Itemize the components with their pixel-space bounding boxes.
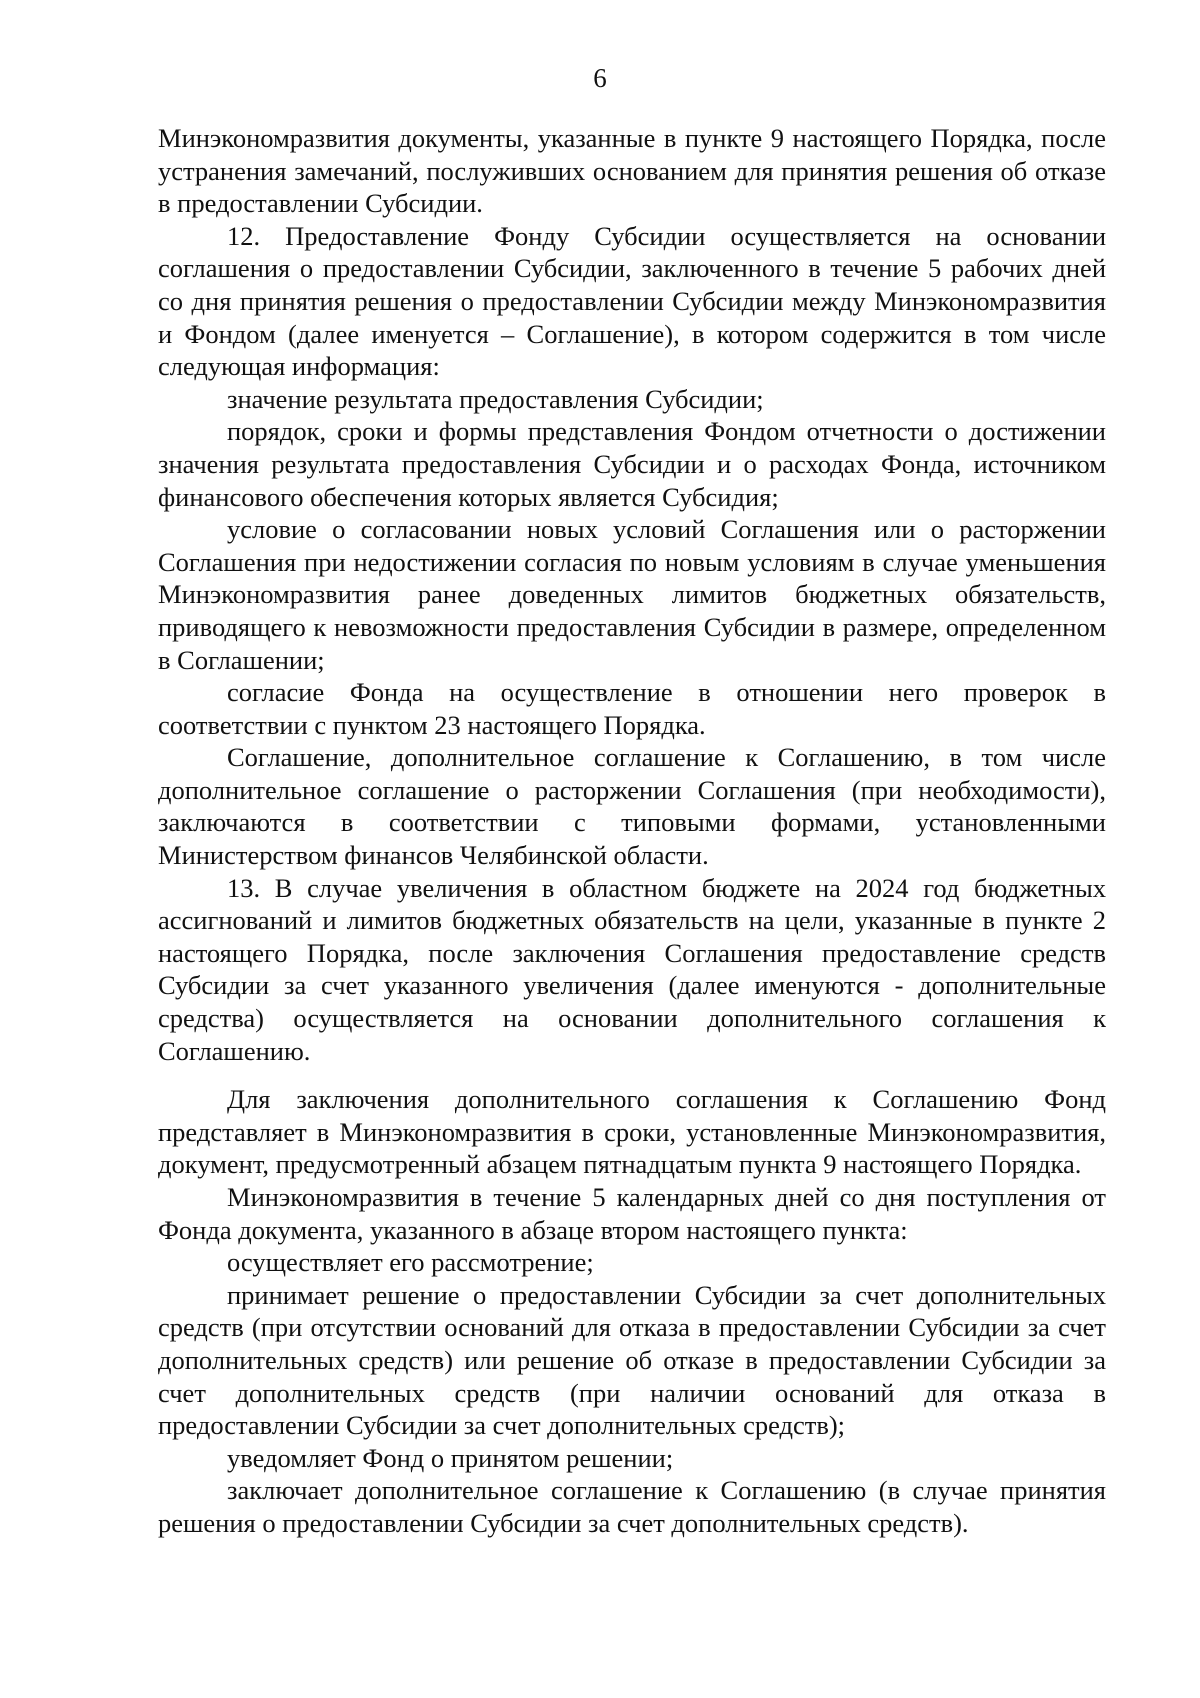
paragraph-standard-forms: Соглашение, дополнительное соглашение к Соглашению, в том числе дополнительное соглашение о расторжении Соглашения (при необходимости), заключаются в соответствии с типовыми формами, установленными Министерством финансов Челябинской области. <box>158 742 1106 871</box>
paragraph-review: осуществляет его рассмотрение; <box>227 1247 594 1278</box>
page-number: 6 <box>593 63 607 93</box>
paragraph-review-period: Минэкономразвития в течение 5 календарных дней со дня поступления от Фонда документа, указанного в абзаце втором настоящего пункта: <box>158 1182 1106 1245</box>
paragraph-item-13: 13. В случае увеличения в областном бюджете на 2024 год бюджетных ассигнований и лимитов бюджетных обязательств на цели, указанные в пункте 2 настоящего Порядка, после заключения Соглашения предоставление средств Субсидии за счет указанного увеличения (далее именуются - дополнительные средства) осуществляется на основании дополнительного соглашения к Соглашению. <box>158 872 1106 1066</box>
paragraph-inspection-consent: согласие Фонда на осуществление в отношении него проверок в соответствии с пунктом 23 настоящего Порядка. <box>158 677 1106 740</box>
paragraph-additional-agreement: Для заключения дополнительного соглашения к Соглашению Фонд представляет в Минэкономразвития в сроки, установленные Минэкономразвития, документ, предусмотренный абзацем пятнадцатым пункта 9 настоящего Порядка. <box>158 1084 1106 1180</box>
paragraph-result-value: значение результата предоставления Субсидии; <box>227 383 764 414</box>
paragraph-item-12: 12. Предоставление Фонду Субсидии осуществляется на основании соглашения о предоставлении Субсидии, заключенного в течение 5 рабочих дней со дня принятия решения о предоставлении Субсидии между Минэкономразвития и Фондом (далее именуется – Соглашение), в котором содержится в том числе следующая информация: <box>158 220 1106 382</box>
paragraph-reporting-order: порядок, сроки и формы представления Фондом отчетности о достижении значения результата предоставления Субсидии и о расходах Фонда, источником финансового обеспечения которых является Субсидия; <box>158 416 1106 512</box>
document-body <box>158 122 1106 1540</box>
paragraph-conclusion: заключает дополнительное соглашение к Соглашению (в случае принятия решения о предоставлении Субсидии за счет дополнительных средств). <box>158 1475 1106 1538</box>
paragraph-new-conditions: условие о согласовании новых условий Соглашения или о расторжении Соглашения при недостижении согласия по новым условиям в случае уменьшения Минэкономразвития ранее доведенных лимитов бюджетных обязательств, приводящего к невозможности предоставления Субсидии в размере, определенном в Соглашении; <box>158 514 1106 675</box>
paragraph-continuation: Минэкономразвития документы, указанные в пункте 9 настоящего Порядка, после устранения замечаний, послуживших основанием для принятия решения об отказе в предоставлении Субсидии. <box>158 123 1106 219</box>
paragraph-decision: принимает решение о предоставлении Субсидии за счет дополнительных средств (при отсутствии оснований для отказа в предоставлении Субсидии за счет дополнительных средств) или решение об отказе в предоставлении Субсидии за счет дополнительных средств (при наличии оснований для отказа в предоставлении Субсидии за счет дополнительных средств); <box>158 1279 1106 1441</box>
paragraph-notification: уведомляет Фонд о принятом решении; <box>227 1442 674 1473</box>
